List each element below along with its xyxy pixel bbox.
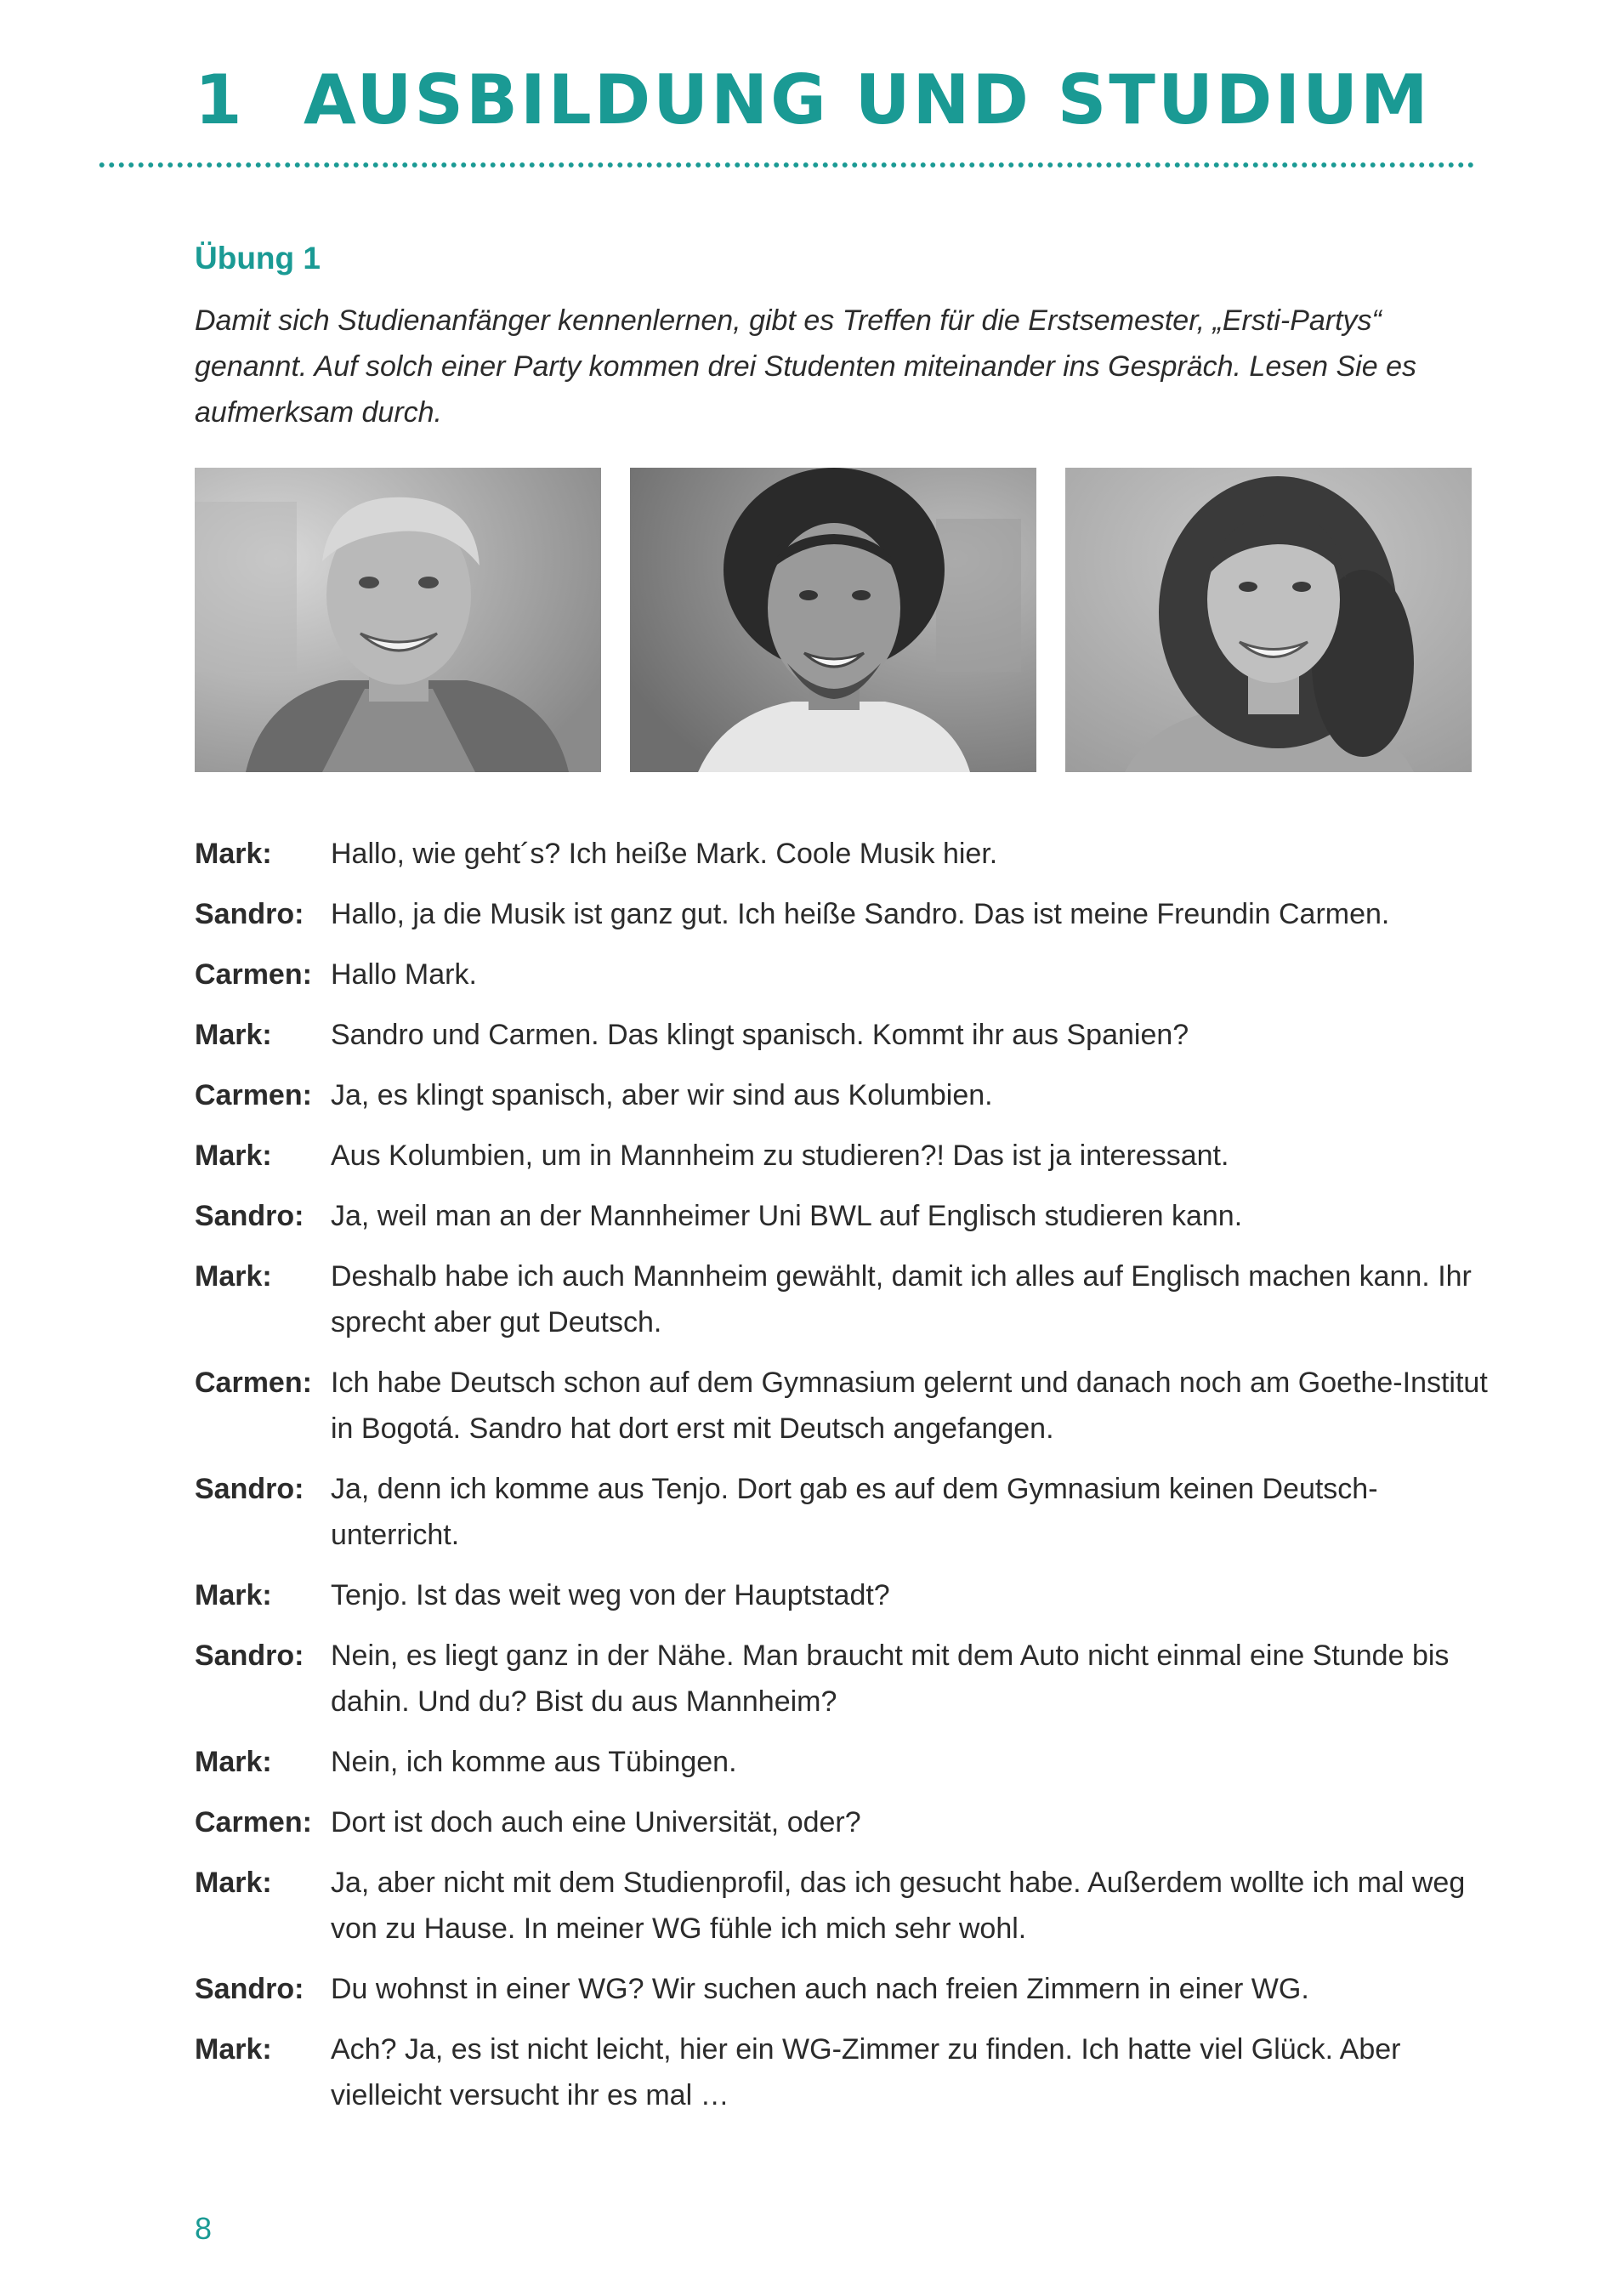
chapter-number: 1 bbox=[195, 60, 245, 139]
chapter-title: AUSBILDUNG UND STUDIUM bbox=[304, 60, 1431, 139]
chapter-heading bbox=[195, 60, 1431, 139]
speaker-name: Sandro: bbox=[195, 1200, 304, 1232]
speech-text: Ich habe Deutsch schon auf dem Gymnasium gelernt und danach noch am Goethe-Institut in Bogotá. Sandro hat dort erst mit Deutsch angefangen. bbox=[331, 1367, 1488, 1445]
speaker-name: Carmen: bbox=[195, 1079, 312, 1111]
dialog-line bbox=[195, 1012, 1495, 1058]
speaker-name: Sandro: bbox=[195, 1473, 304, 1505]
dialog bbox=[195, 831, 1495, 2133]
speaker-name: Mark: bbox=[195, 1260, 272, 1293]
portrait-young-woman-curly-hair-icon bbox=[1065, 468, 1472, 772]
speaker-name: Sandro: bbox=[195, 898, 304, 930]
speaker-name: Sandro: bbox=[195, 1640, 304, 1672]
exercise-title: Übung 1 bbox=[195, 241, 321, 276]
dialog-line bbox=[195, 1739, 1495, 1785]
speech-text: Hallo, wie geht´s? Ich heiße Mark. Coole Musik hier. bbox=[331, 838, 998, 870]
dialog-line bbox=[195, 1966, 1495, 2012]
dialog-line bbox=[195, 1360, 1495, 1452]
dialog-line bbox=[195, 1633, 1495, 1725]
speech-text: Hallo Mark. bbox=[331, 958, 477, 991]
dialog-line bbox=[195, 1193, 1495, 1239]
dialog-line bbox=[195, 891, 1495, 937]
speech-text: Ja, es klingt spanisch, aber wir sind aus Kolumbien. bbox=[331, 1079, 993, 1111]
dialog-line bbox=[195, 1466, 1495, 1558]
portrait-young-man-short-hair-icon bbox=[195, 468, 601, 772]
speech-text: Nein, ich komme aus Tübingen. bbox=[331, 1746, 737, 1778]
speech-text: Sandro und Carmen. Das klingt spanisch. Kommt ihr aus Spanien? bbox=[331, 1019, 1189, 1051]
speaker-name: Carmen: bbox=[195, 1367, 312, 1399]
dialog-line bbox=[195, 1860, 1495, 1952]
speech-text: Du wohnst in einer WG? Wir suchen auch nach freien Zimmern in einer WG. bbox=[331, 1973, 1309, 2005]
dialog-line bbox=[195, 1072, 1495, 1118]
dotted-divider bbox=[97, 162, 1474, 168]
speaker-name: Mark: bbox=[195, 838, 272, 870]
speaker-name: Mark: bbox=[195, 1867, 272, 1899]
speech-text: Aus Kolumbien, um in Mannheim zu studieren?! Das ist ja interessant. bbox=[331, 1139, 1229, 1172]
speaker-name: Carmen: bbox=[195, 1806, 312, 1839]
dialog-line bbox=[195, 2026, 1495, 2118]
speaker-name: Mark: bbox=[195, 1019, 272, 1051]
speech-text: Tenjo. Ist das weit weg von der Hauptstadt? bbox=[331, 1579, 890, 1611]
speech-text: Nein, es liegt ganz in der Nähe. Man braucht mit dem Auto nicht einmal eine Stunde bis dahin. Und du? Bist du aus Mannheim? bbox=[331, 1640, 1450, 1718]
exercise-intro: Damit sich Studienanfänger kennenlernen, gibt es Treffen für die Erstsemester, „Ersti-Partys“ genannt. Auf solch einer Party kommen drei Studenten miteinander ins Gespräch. Lesen Sie es aufmerksam durch. bbox=[195, 304, 1416, 429]
speaker-name: Mark: bbox=[195, 2033, 272, 2066]
dialog-line bbox=[195, 831, 1495, 877]
speaker-name: Carmen: bbox=[195, 958, 312, 991]
speaker-name: Mark: bbox=[195, 1746, 272, 1778]
speech-text: Hallo, ja die Musik ist ganz gut. Ich heiße Sandro. Das ist meine Freundin Carmen. bbox=[331, 898, 1390, 930]
speaker-name: Mark: bbox=[195, 1579, 272, 1611]
portrait-young-man-curly-hair-icon bbox=[630, 468, 1036, 772]
dialog-line bbox=[195, 1799, 1495, 1845]
dialog-line bbox=[195, 1572, 1495, 1618]
dialog-line bbox=[195, 1133, 1495, 1179]
dialog-line bbox=[195, 1253, 1495, 1345]
speaker-name: Sandro: bbox=[195, 1973, 304, 2005]
speech-text: Deshalb habe ich auch Mannheim gewählt, damit ich alles auf Englisch machen kann. Ihr sprecht aber gut Deutsch. bbox=[331, 1260, 1472, 1338]
dialog-line bbox=[195, 952, 1495, 997]
speech-text: Ach? Ja, es ist nicht leicht, hier ein WG-Zimmer zu finden. Ich hatte viel Glück. Aber vielleicht versucht ihr es mal … bbox=[331, 2033, 1401, 2111]
page-number: 8 bbox=[195, 2211, 213, 2246]
speech-text: Ja, weil man an der Mannheimer Uni BWL auf Englisch studieren kann. bbox=[331, 1200, 1243, 1232]
speech-text: Ja, aber nicht mit dem Studienprofil, das ich gesucht habe. Außerdem wollte ich mal weg von zu Hause. In meiner WG fühle ich mich sehr wohl. bbox=[331, 1867, 1466, 1945]
speech-text: Ja, denn ich komme aus Tenjo. Dort gab es auf dem Gymnasium keinen Deutschunterricht. bbox=[331, 1473, 1378, 1551]
speaker-name: Mark: bbox=[195, 1139, 272, 1172]
speech-text: Dort ist doch auch eine Universität, oder? bbox=[331, 1806, 861, 1839]
